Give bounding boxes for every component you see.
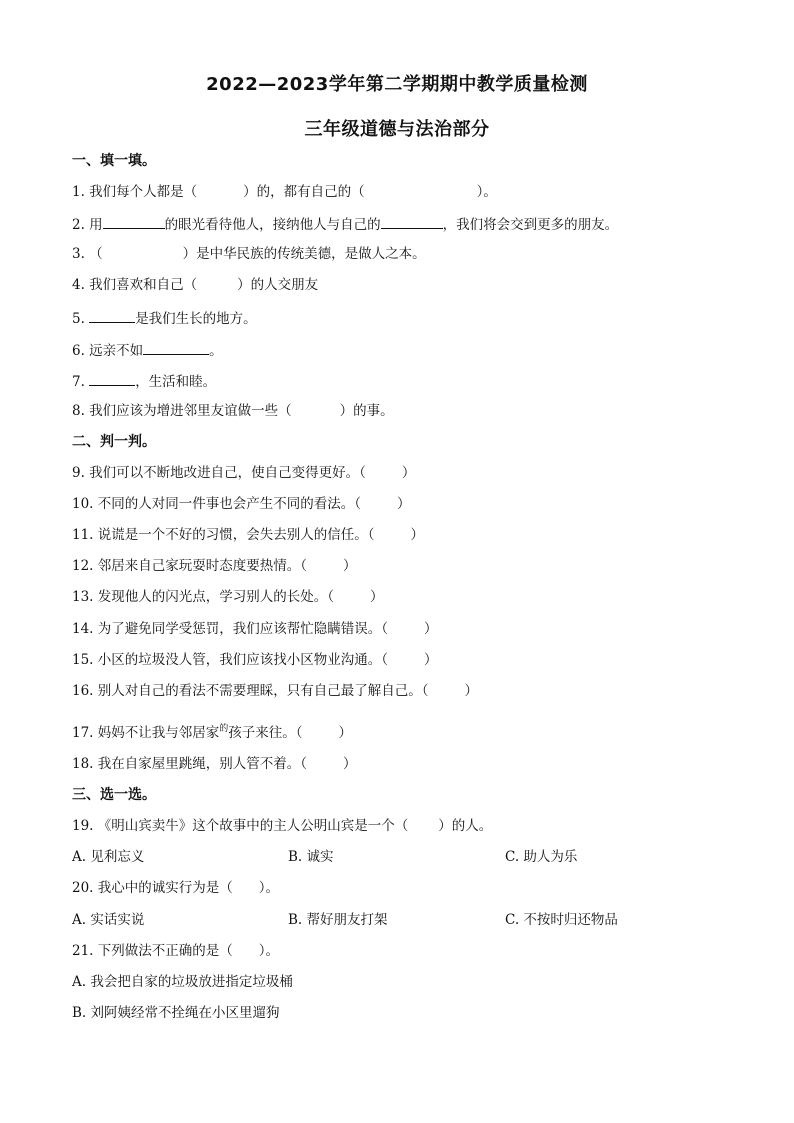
question-text: ） <box>370 589 384 605</box>
question-19 <box>72 817 492 835</box>
question-16 <box>72 682 478 700</box>
question-text: 20. 我心中的诚实行为是（ <box>72 880 233 896</box>
answer-blank <box>103 214 165 229</box>
question-text: 18. 我在自家屋里跳绳，别人管不着。（ <box>72 756 308 772</box>
question-15 <box>72 651 438 669</box>
question-text: ）。 <box>258 880 280 896</box>
question-text: 3. （ <box>72 246 103 262</box>
question-text: ） <box>424 621 438 637</box>
question-text: ） <box>464 683 479 699</box>
option-20-b: B. 帮好朋友打架 <box>288 912 388 928</box>
question-17 <box>72 720 352 742</box>
question-text: 19. 《明山宾卖牛》这个故事中的主人公明山宾是一个（ <box>72 818 409 834</box>
question-text: 是我们生长的地方。 <box>135 311 257 327</box>
question-5 <box>72 308 257 328</box>
question-text: ）。 <box>258 943 280 959</box>
question-text: 14. 为了避免同学受惩罚，我们应该帮忙隐瞒错误。（ <box>72 621 389 637</box>
question-text: 1. 我们每个人都是（ <box>72 184 198 200</box>
section-heading-fill: 一、填一填。 <box>72 153 156 169</box>
question-text: 21. 下列做法不正确的是（ <box>72 943 233 959</box>
question-12 <box>72 557 357 575</box>
question-2 <box>72 214 618 234</box>
question-text: ） <box>397 496 411 512</box>
question-text: ）的人交朋友 <box>237 277 319 293</box>
question-text: 5. <box>72 311 85 327</box>
question-10 <box>72 495 411 513</box>
question-text: 的眼光看待他人，接纳他人与自己的 <box>164 217 381 233</box>
question-14 <box>72 620 438 638</box>
question-6 <box>72 340 223 360</box>
question-text: ）。 <box>476 184 497 200</box>
question-7 <box>72 371 216 391</box>
question-text: 6. 远亲不如 <box>72 343 144 359</box>
question-13 <box>72 588 384 606</box>
option-20-c: C. 不按时归还物品 <box>505 912 618 928</box>
option-19-b: B. 诚实 <box>288 849 334 865</box>
question-text: ，我们将会交到更多的朋友。 <box>442 217 619 233</box>
question-text: 16. 别人对自己的看法不需要理睬，只有自己最了解自己。（ <box>72 683 429 699</box>
question-text: ，生活和睦。 <box>135 374 217 390</box>
question-text: ）是中华民族的传统美德，是做人之本。 <box>182 246 426 262</box>
option-21-a: A. 我会把自家的垃圾放进指定垃圾桶 <box>72 974 293 990</box>
question-text: 8. 我们应该为增进邻里友谊做一些（ <box>72 403 292 419</box>
question-11 <box>72 526 424 544</box>
question-21 <box>72 942 279 960</box>
question-text: ）的，都有自己的（ <box>243 184 365 200</box>
question-text: 13. 发现他人的闪光点，学习别人的长处。（ <box>72 589 335 605</box>
question-text: ） <box>401 465 416 481</box>
question-text: ）的事。 <box>339 403 394 419</box>
question-8 <box>72 402 394 420</box>
option-20-a: A. 实话实说 <box>72 912 145 928</box>
section-heading-judge: 二、判一判。 <box>72 434 156 450</box>
question-text: ） <box>338 725 353 741</box>
question-text: 12. 邻居来自己家玩耍时态度要热情。（ <box>72 558 308 574</box>
option-19-c: C. 助人为乐 <box>505 849 578 865</box>
question-text: 17. 妈妈不让我与邻居家 <box>72 725 220 741</box>
question-text: 孩子来往。（ <box>228 725 303 741</box>
page-subtitle: 三年级道德与法治部分 <box>304 119 490 140</box>
question-text: ） <box>343 558 357 574</box>
question-text: ） <box>410 527 425 543</box>
question-text: 2. 用 <box>72 217 103 233</box>
section-heading-choice: 三、选一选。 <box>72 787 156 803</box>
question-18 <box>72 755 357 773</box>
question-text: 。 <box>209 343 223 359</box>
option-19-a: A. 见利忘义 <box>72 849 145 865</box>
question-text: ）的人。 <box>438 818 493 834</box>
question-9 <box>72 464 415 482</box>
answer-blank <box>89 308 135 323</box>
superscript-char: 的 <box>219 724 229 734</box>
question-text: 11. 说谎是一个不好的习惯，会失去别人的信任。（ <box>72 527 375 543</box>
question-4 <box>72 276 318 294</box>
question-1 <box>72 183 497 201</box>
page-title: 2022—2023学年第二学期期中教学质量检测 <box>206 74 588 95</box>
question-text: 7. <box>72 374 85 390</box>
option-21-b: B. 刘阿姨经常不拴绳在小区里遛狗 <box>72 1005 280 1021</box>
answer-blank <box>89 371 135 386</box>
question-text: 10. 不同的人对同一件事也会产生不同的看法。（ <box>72 496 362 512</box>
question-20 <box>72 879 279 897</box>
question-text: ） <box>424 652 438 668</box>
answer-blank <box>381 214 443 229</box>
question-text: 15. 小区的垃圾没人管，我们应该找小区物业沟通。（ <box>72 652 389 668</box>
question-text: 9. 我们可以不断地改进自己，使自己变得更好。（ <box>72 465 366 481</box>
question-3 <box>72 245 426 263</box>
question-text: ） <box>343 756 357 772</box>
answer-blank <box>143 340 209 355</box>
question-text: 4. 我们喜欢和自己（ <box>72 277 198 293</box>
